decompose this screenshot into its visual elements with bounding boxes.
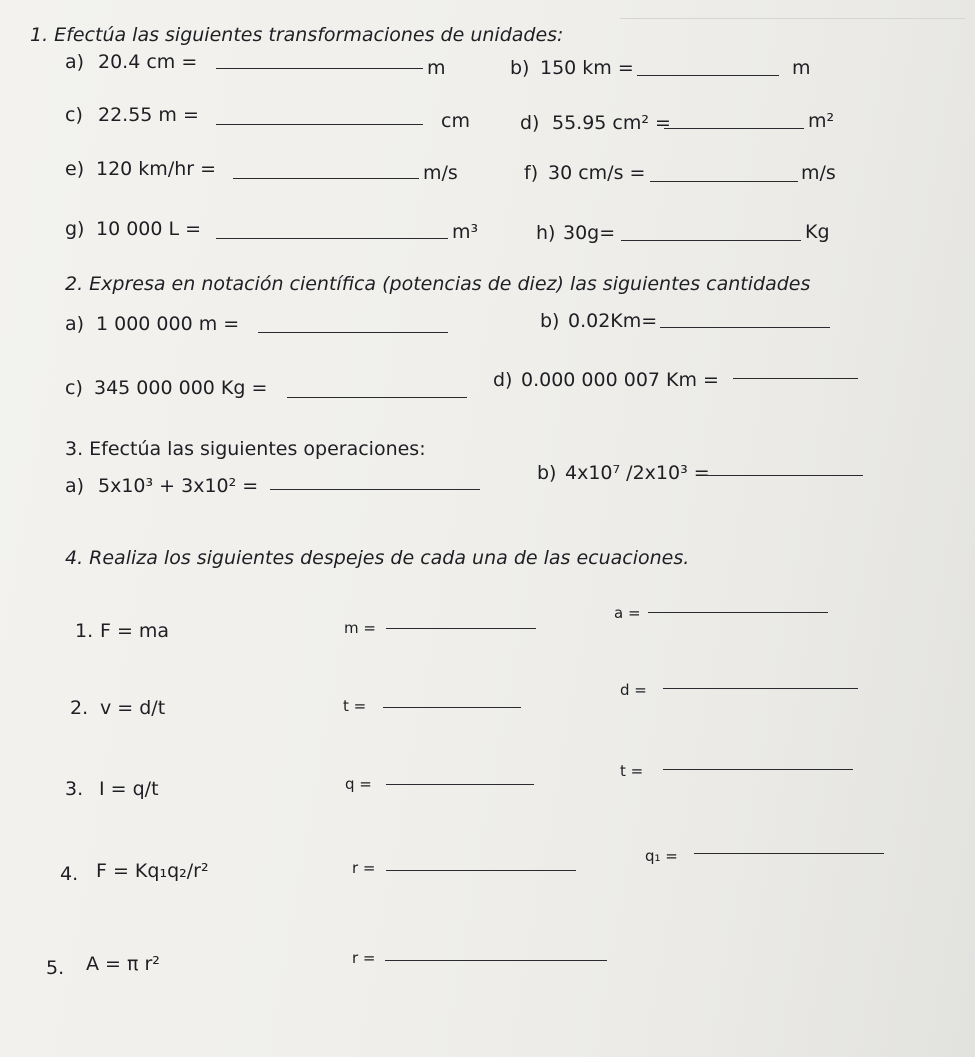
equation-5-solve-r-label: r =: [352, 949, 376, 967]
equation-4-solve-r-label: r =: [352, 859, 376, 877]
item-3b-expr: 4x10⁷ /2x10³ =: [565, 462, 710, 484]
item-1f-expr: 30 cm/s =: [548, 162, 646, 184]
equation-4: F = Kq₁q₂/r²: [96, 860, 209, 882]
item-3a-label: a): [65, 475, 85, 497]
item-1b-expr: 150 km =: [540, 57, 634, 79]
equation-1-solve-a-label: a =: [614, 604, 641, 622]
section-4-heading: 4. Realiza los siguientes despejes de cada una de las ecuaciones.: [65, 547, 690, 569]
item-1c-expr: 22.55 m =: [98, 104, 199, 126]
item-1b-unit: m: [792, 57, 811, 79]
item-1c-answer-blank[interactable]: [216, 124, 423, 125]
item-1d-answer-blank[interactable]: [664, 128, 804, 129]
item-2b-answer-blank[interactable]: [660, 327, 830, 328]
item-1e-unit: m/s: [423, 162, 458, 184]
item-2d-answer-blank[interactable]: [733, 378, 858, 379]
section-2-heading: 2. Expresa en notación científica (potencias de diez) las siguientes cantidades: [65, 273, 811, 295]
item-1a-answer-blank[interactable]: [216, 68, 423, 69]
item-1f-label: f): [524, 162, 539, 184]
equation-3-number: 3.: [65, 778, 84, 800]
equation-1-solve-m-blank[interactable]: [386, 628, 536, 629]
section-1-heading: 1. Efectúa las siguientes transformaciones de unidades:: [30, 24, 564, 46]
item-2c-expr: 345 000 000 Kg =: [94, 377, 268, 399]
equation-4-solve-r-blank[interactable]: [386, 870, 576, 871]
item-1f-answer-blank[interactable]: [650, 181, 798, 182]
notebook-rule-line: [620, 18, 965, 19]
item-2d-expr: 0.000 000 007 Km =: [521, 369, 719, 391]
item-1g-unit: m³: [452, 221, 479, 243]
equation-5-solve-r-blank[interactable]: [385, 960, 607, 961]
item-1h-label: h): [536, 222, 556, 244]
equation-3-solve-q-label: q =: [345, 775, 372, 793]
item-1b-label: b): [510, 57, 530, 79]
equation-3: I = q/t: [99, 778, 159, 800]
item-1g-answer-blank[interactable]: [216, 238, 448, 239]
item-1g-label: g): [65, 218, 85, 240]
item-1d-expr: 55.95 cm² =: [552, 112, 671, 134]
equation-2-solve-t-label: t =: [343, 697, 367, 715]
item-1g-expr: 10 000 L =: [96, 218, 202, 240]
equation-2-solve-d-label: d =: [620, 681, 647, 699]
item-1a-expr: 20.4 cm =: [98, 51, 198, 73]
item-1h-expr: 30g=: [563, 222, 616, 244]
equation-4-solve-q1-label: q₁ =: [645, 847, 678, 865]
equation-1: F = ma: [100, 620, 170, 642]
item-3b-label: b): [537, 462, 557, 484]
equation-3-solve-t-label: t =: [620, 762, 644, 780]
item-1h-answer-blank[interactable]: [621, 240, 801, 241]
equation-2-solve-d-blank[interactable]: [663, 688, 858, 689]
item-1d-label: d): [520, 112, 540, 134]
item-2a-answer-blank[interactable]: [258, 332, 448, 333]
item-2a-expr: 1 000 000 m =: [96, 313, 240, 335]
equation-1-solve-m-label: m =: [344, 619, 376, 637]
item-1f-unit: m/s: [801, 162, 836, 184]
item-3b-answer-blank[interactable]: [703, 475, 863, 476]
item-1d-unit: m²: [808, 110, 835, 132]
item-2b-expr: 0.02Km=: [568, 310, 658, 332]
item-1c-unit: cm: [441, 110, 470, 132]
item-2b-label: b): [540, 310, 560, 332]
equation-5: A = π r²: [86, 953, 160, 975]
section-3-heading: 3. Efectúa las siguientes operaciones:: [65, 438, 426, 460]
item-1c-label: c): [65, 104, 83, 126]
item-1a-unit: m: [427, 57, 446, 79]
equation-2: v = d/t: [100, 697, 166, 719]
item-1e-answer-blank[interactable]: [233, 178, 419, 179]
item-1b-answer-blank[interactable]: [637, 75, 779, 76]
item-1a-label: a): [65, 51, 85, 73]
item-3a-answer-blank[interactable]: [270, 489, 480, 490]
item-2a-label: a): [65, 313, 85, 335]
equation-2-number: 2.: [70, 697, 89, 719]
item-3a-expr: 5x10³ + 3x10² =: [98, 475, 259, 497]
item-1e-expr: 120 km/hr =: [96, 158, 217, 180]
item-2c-label: c): [65, 377, 83, 399]
equation-2-solve-t-blank[interactable]: [383, 707, 521, 708]
item-1e-label: e): [65, 158, 85, 180]
equation-5-number: 5.: [46, 957, 65, 979]
equation-1-solve-a-blank[interactable]: [648, 612, 828, 613]
item-1h-unit: Kg: [805, 221, 830, 243]
item-2d-label: d): [493, 369, 513, 391]
equation-3-solve-q-blank[interactable]: [386, 784, 534, 785]
equation-3-solve-t-blank[interactable]: [663, 769, 853, 770]
equation-4-number: 4.: [60, 863, 79, 885]
item-2c-answer-blank[interactable]: [287, 397, 467, 398]
equation-4-solve-q1-blank[interactable]: [694, 853, 884, 854]
equation-1-number: 1.: [75, 620, 94, 642]
